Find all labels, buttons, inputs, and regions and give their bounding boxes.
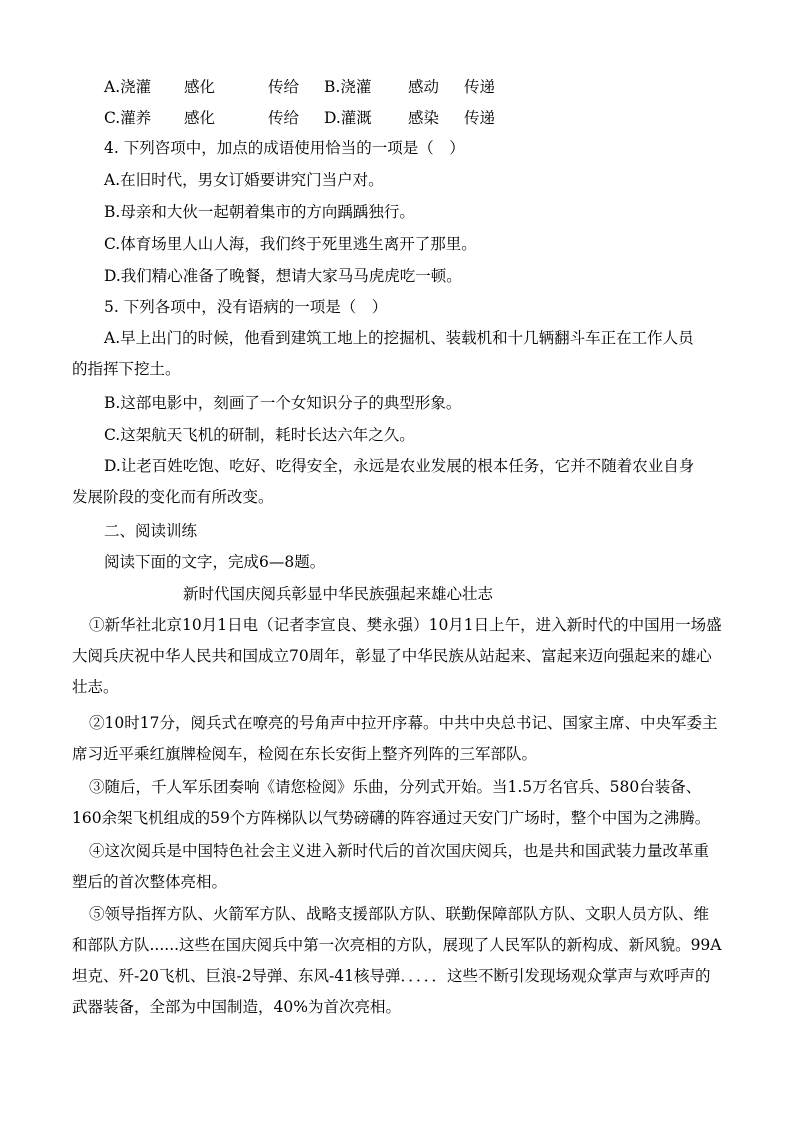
option-d-word2: 感染: [408, 109, 440, 127]
article-title: 新时代国庆阅兵彰显中华民族强起来雄心壮志: [183, 585, 494, 603]
question-5-stem: 5. 下列各项中，没有语病的一项是（ ）: [104, 298, 388, 316]
question-4-option-a: A.在旧时代，男女订婚要讲究门当户对。: [104, 171, 384, 189]
option-a-word2: 感化: [184, 78, 216, 96]
question-4-option-b: B.母亲和大伙一起朝着集市的方向踽踽独行。: [104, 203, 415, 221]
question-5-option-a: A.早上出门的时候，他看到建筑工地上的挖掘机、装载机和十几辆翻斗车正在工作人员的指挥下挖土。: [72, 329, 694, 378]
article-paragraph-5: ⑤领导指挥方队、火箭军方队、战略支援部队方队、联勤保障部队方队、文职人员方队、维和部队方队......这些在国庆阅兵中第一次亮相的方队，展现了人民军队的新构成、新风貌。99A坦克、歼-20飞机、巨浪-2导弹、东风-41核导弹．．．．．这些不断引发现场观众掌声与欢呼声的武器装备，全部为中国制造，40%为首次亮相。: [72, 905, 722, 1016]
article-paragraph-2: ②10时17分，阅兵式在嘹亮的号角声中拉开序幕。中共中央总书记、国家主席、中央军委主席习近平乘红旗牌检阅车，检阅在东长安街上整齐列阵的三军部队。: [72, 714, 718, 763]
option-d-word3: 传递: [464, 109, 496, 127]
article-paragraph-3: ③随后，千人军乐团奏响《请您检阅》乐曲，分列式开始。当1.5万名官兵、580台装备、160余架飞机组成的59个方阵梯队以气势磅礴的阵容通过天安门广场时，整个中国为之沸腾。: [72, 778, 711, 827]
question-5-option-d: D.让老百姓吃饱、吃好、吃得安全，永远是农业发展的根本任务，它并不随着农业自身发展阶段的变化而有所改变。: [72, 457, 695, 506]
option-a-word3: 传给: [268, 78, 300, 96]
question-5-option-c: C.这架航天飞机的研制，耗时长达六年之久。: [104, 426, 415, 444]
question-4-stem: 4. 下列咨项中，加点的成语使用恰当的一项是（ ）: [104, 139, 465, 157]
article-paragraph-4: ④这次阅兵是中国特色社会主义进入新时代后的首次国庆阅兵，也是共和国武装力量改革重塑后的首次整体亮相。: [72, 842, 710, 891]
question-4-option-d: D.我们精心准备了晚餐，想请大家马马虎虎吃一顿。: [104, 267, 462, 285]
option-a-word1: A.浇灌: [104, 78, 152, 96]
option-c-word3: 传给: [268, 109, 300, 127]
option-d-word1: D.灌溉: [324, 109, 372, 127]
article-paragraph-1: ①新华社北京10月1日电（记者李宣良、樊永强）10月1日上午，进入新时代的中国用一场盛大阅兵庆祝中华人民共和国成立70周年，彰显了中华民族从站起来、富起来迈向强起来的雄心壮志。: [72, 616, 722, 696]
option-b-word3: 传递: [464, 78, 496, 96]
option-c-word2: 感化: [184, 109, 216, 127]
question-4-option-c: C.体育场里人山人海，我们终于死里逃生离开了那里。: [104, 235, 477, 253]
section-heading: 二、阅读训练: [104, 522, 198, 540]
question-5-option-b: B.这部电影中，刻画了一个女知识分子的典型形象。: [104, 394, 462, 412]
reading-instruction: 阅读下面的文字，完成6—8题。: [104, 553, 326, 571]
option-b-word1: B.浇灌: [324, 78, 372, 96]
option-b-word2: 感动: [408, 78, 440, 96]
option-c-word1: C.灌养: [104, 109, 152, 127]
